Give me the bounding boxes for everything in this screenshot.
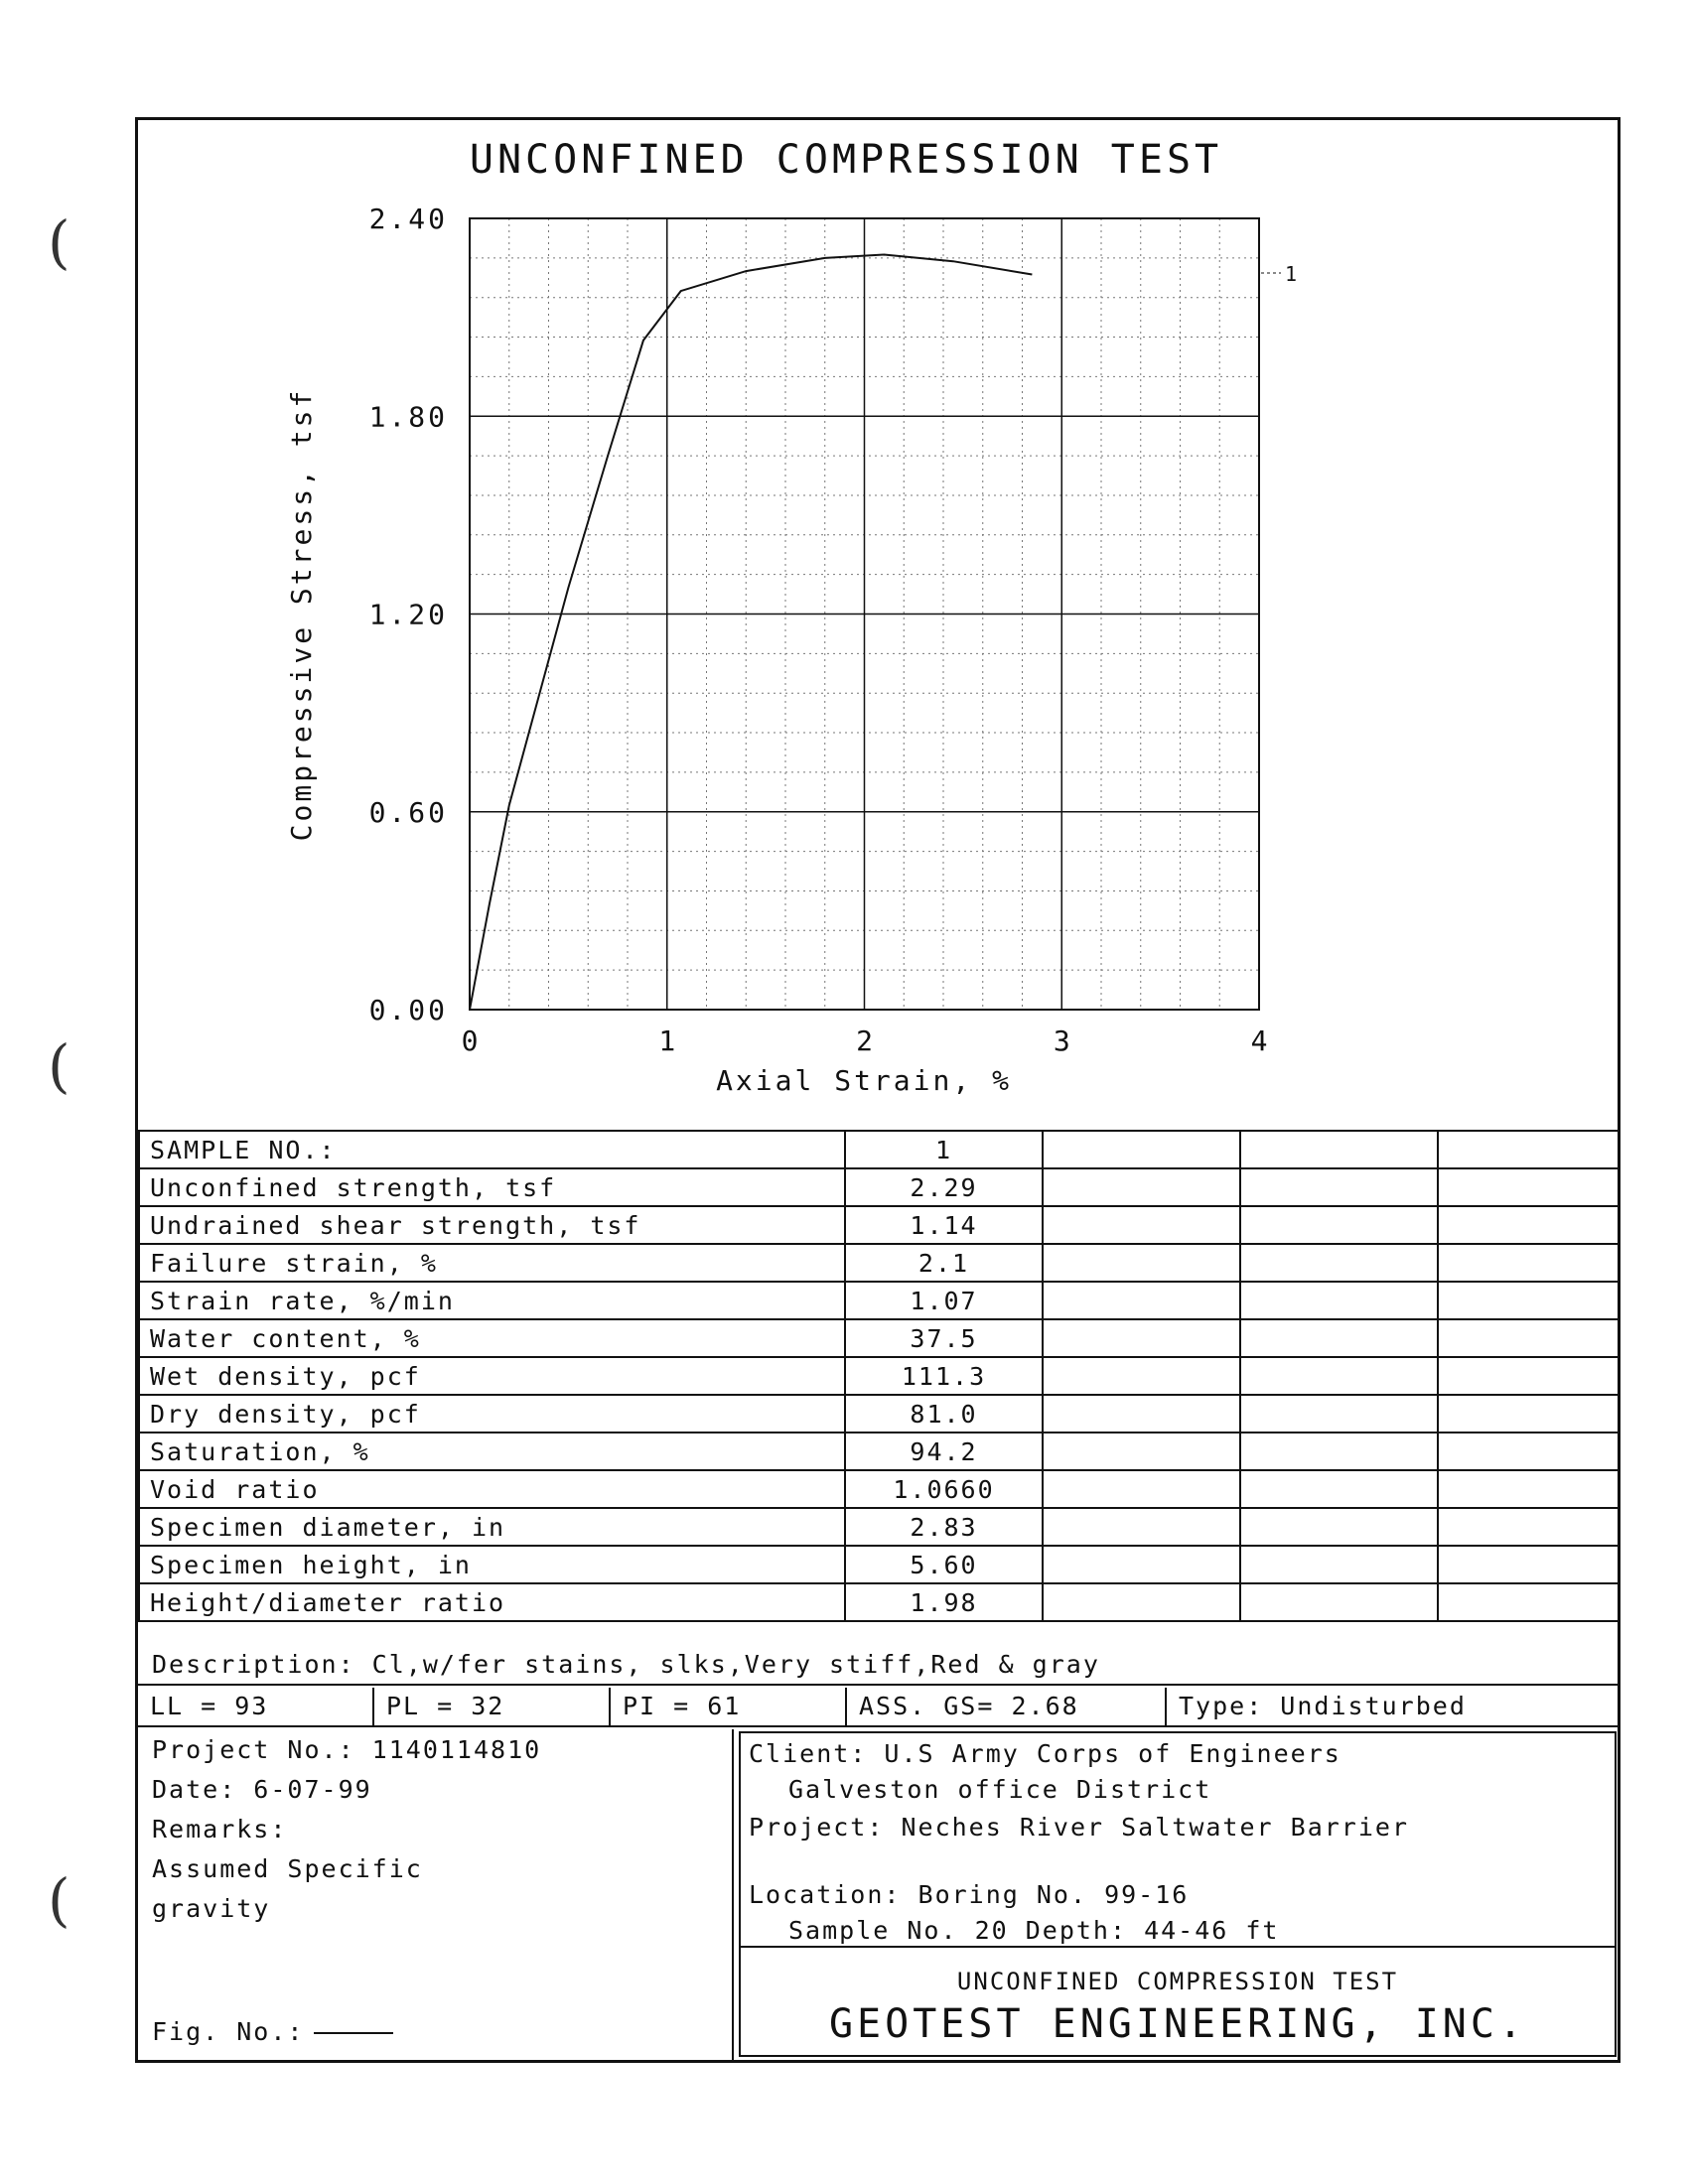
test-date: Date: 6-07-99 [152,1775,372,1804]
punch-hole-mark: ( [48,208,70,276]
empty-cell [1240,1395,1438,1433]
y-axis-label: Compressive Stress, tsf [285,387,318,842]
properties-table [138,1130,1620,1622]
client-district: Galveston office District [788,1775,1212,1804]
empty-cell [1240,1546,1438,1583]
empty-cell [1240,1282,1438,1319]
empty-cell [1043,1131,1240,1168]
empty-cell [1043,1282,1240,1319]
y-tick-label: 0.60 [368,795,448,829]
liquid-limit: LL = 93 [138,1688,374,1725]
empty-cell [1438,1357,1619,1395]
empty-cell [1240,1433,1438,1470]
empty-cell [1043,1546,1240,1583]
x-axis-label: Axial Strain, % [716,1064,1012,1097]
empty-cell [1043,1508,1240,1546]
empty-cell [1240,1319,1438,1357]
table-row [139,1546,1619,1583]
x-tick-label: 2 [856,1024,873,1057]
sample-no-value: 1 [845,1131,1043,1168]
figure-number-blank [314,2032,393,2034]
series-label-1: 1 [1285,262,1298,286]
sample-no-label: SAMPLE NO.: [139,1131,845,1168]
property-value: 1.0660 [845,1470,1043,1508]
title-block-heading: UNCONFINED COMPRESSION TEST [956,1968,1399,1995]
empty-cell [1240,1583,1438,1621]
table-row [139,1357,1619,1395]
table-row [139,1508,1619,1546]
table-row [139,1168,1619,1206]
remarks-line-2: gravity [152,1894,271,1923]
table-row [139,1433,1619,1470]
x-tick-label: 0 [461,1024,479,1057]
y-tick-label: 1.80 [368,400,448,434]
empty-cell [1438,1282,1619,1319]
property-value: 2.83 [845,1508,1043,1546]
boring-location: Location: Boring No. 99-16 [749,1880,1190,1909]
empty-cell [1438,1244,1619,1282]
sample-depth: Sample No. 20 Depth: 44-46 ft [788,1916,1280,1945]
empty-cell [1240,1508,1438,1546]
y-tick-label: 0.00 [368,994,448,1026]
sample-type: Type: Undisturbed [1179,1692,1467,1720]
table-row [139,1206,1619,1244]
empty-cell [1438,1319,1619,1357]
figure-number-label: Fig. No.: [152,2017,305,2046]
property-label: Undrained shear strength, tsf [139,1206,845,1244]
property-value: 2.1 [845,1244,1043,1282]
table-row [139,1319,1619,1357]
empty-cell [1438,1168,1619,1206]
empty-cell [1043,1319,1240,1357]
property-value: 5.60 [845,1546,1043,1583]
empty-cell [1438,1206,1619,1244]
table-row [139,1244,1619,1282]
property-label: Strain rate, %/min [139,1282,845,1319]
table-row [139,1583,1619,1621]
company-name: GEOTEST ENGINEERING, INC. [828,2001,1527,2047]
x-tick-label: 1 [658,1024,676,1057]
x-tick-label: 4 [1250,1024,1268,1057]
property-label: Height/diameter ratio [139,1583,845,1621]
empty-cell [1043,1433,1240,1470]
project-number: Project No.: 1140114810 [152,1735,542,1764]
property-label: Void ratio [139,1470,845,1508]
property-value: 94.2 [845,1433,1043,1470]
empty-cell [1043,1583,1240,1621]
property-value: 1.14 [845,1206,1043,1244]
property-value: 37.5 [845,1319,1043,1357]
y-tick-label: 2.40 [368,203,448,235]
empty-cell [1240,1357,1438,1395]
property-label: Saturation, % [139,1433,845,1470]
title-block-divider [741,1946,1615,1948]
property-value: 81.0 [845,1395,1043,1433]
sample-description: Description: Cl,w/fer stains, slks,Very stiff,Red & gray [138,1646,1618,1686]
property-label: Unconfined strength, tsf [139,1168,845,1206]
y-tick-label: 1.20 [368,598,448,631]
empty-cell [1438,1508,1619,1546]
empty-cell [1240,1206,1438,1244]
property-value: 2.29 [845,1168,1043,1206]
empty-cell [1043,1206,1240,1244]
empty-cell [1043,1395,1240,1433]
empty-cell [1043,1244,1240,1282]
remarks-line-1: Assumed Specific [152,1854,423,1883]
property-label: Dry density, pcf [139,1395,845,1433]
empty-cell [1043,1470,1240,1508]
property-value: 1.98 [845,1583,1043,1621]
project-name: Project: Neches River Saltwater Barrier [749,1813,1409,1842]
remarks-label: Remarks: [152,1815,288,1843]
plastic-limit: PL = 32 [374,1688,611,1725]
client-name: Client: U.S Army Corps of Engineers [749,1739,1341,1768]
table-row [139,1395,1619,1433]
property-label: Failure strain, % [139,1244,845,1282]
property-label: Wet density, pcf [139,1357,845,1395]
empty-cell [1438,1583,1619,1621]
property-value: 111.3 [845,1357,1043,1395]
empty-cell [1438,1546,1619,1583]
empty-cell [1438,1470,1619,1508]
empty-cell [1240,1131,1438,1168]
table-header-row [139,1131,1619,1168]
property-label: Specimen height, in [139,1546,845,1583]
plasticity-index: PI = 61 [611,1688,847,1725]
specific-gravity: ASS. GS= 2.68 [847,1688,1167,1725]
empty-cell [1240,1168,1438,1206]
punch-hole-mark: ( [48,1032,70,1100]
property-label: Specimen diameter, in [139,1508,845,1546]
figure-number [152,2017,393,2046]
client-info [739,1731,1617,2057]
table-row [139,1282,1619,1319]
project-info [138,1729,734,2061]
punch-hole-mark: ( [48,1866,70,1934]
x-tick-label: 3 [1053,1024,1070,1057]
stress-strain-chart [278,199,1370,1112]
property-value: 1.07 [845,1282,1043,1319]
empty-cell [1240,1244,1438,1282]
empty-cell [1240,1470,1438,1508]
empty-cell [1438,1395,1619,1433]
atterberg-limits-row [138,1688,1618,1727]
empty-cell [1438,1131,1619,1168]
empty-cell [1043,1168,1240,1206]
property-label: Water content, % [139,1319,845,1357]
report-title: UNCONFINED COMPRESSION TEST [469,137,1223,183]
series-line-1 [470,255,1032,1011]
table-row [139,1470,1619,1508]
empty-cell [1043,1357,1240,1395]
empty-cell [1438,1433,1619,1470]
